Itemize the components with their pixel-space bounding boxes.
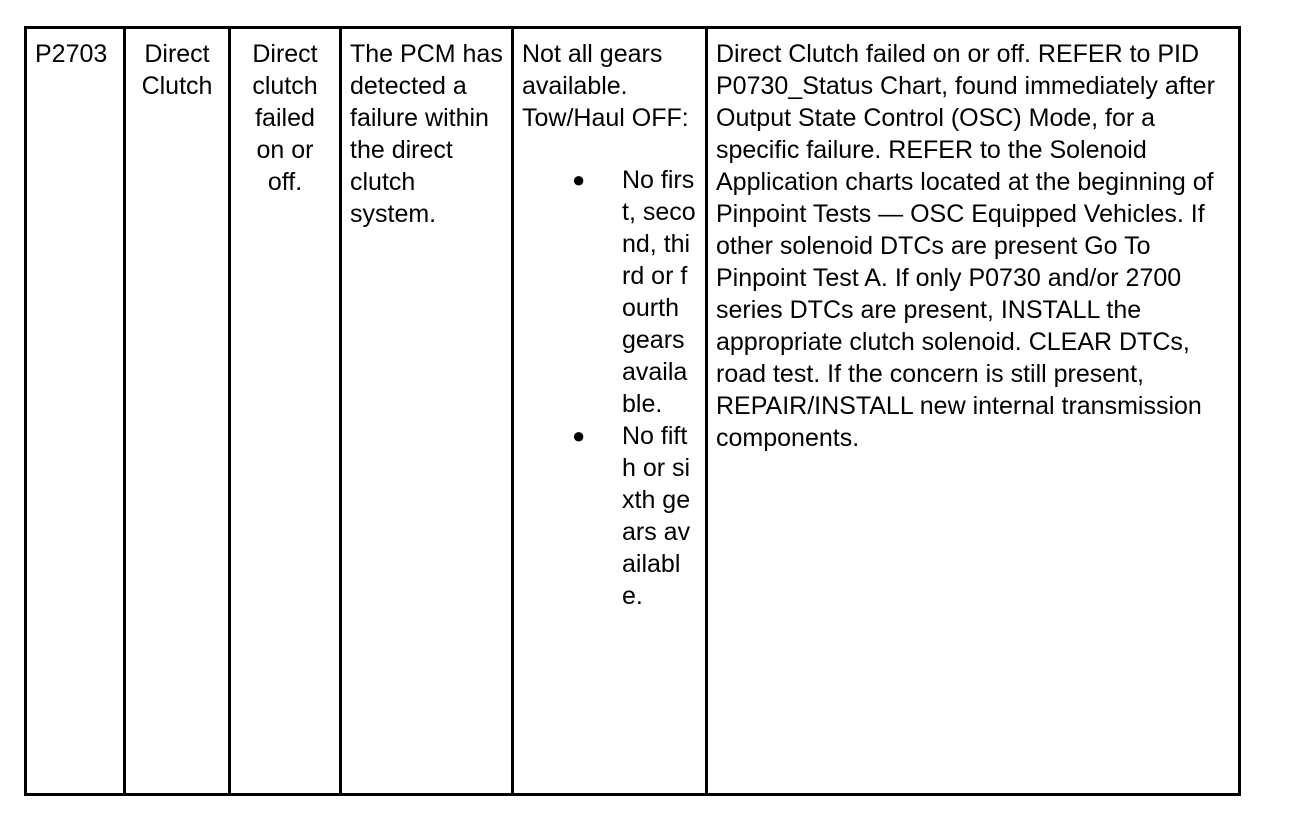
list-item: [522, 420, 697, 612]
dtc-description-cell: Direct clutch failed on or off.: [230, 28, 341, 795]
symptom-item-text: No first, second, third or fourth gears available.: [622, 166, 696, 418]
list-item: [522, 164, 697, 420]
bullet-icon: ●: [572, 423, 586, 448]
symptom-item-text: No fifth or sixth gears available.: [622, 422, 691, 610]
dtc-name-cell: Direct Clutch: [125, 28, 230, 795]
dtc-symptom-cell: [513, 28, 707, 795]
bullet-icon: ●: [572, 167, 586, 192]
table-row: [26, 28, 1240, 795]
dtc-table: [24, 26, 1241, 796]
symptom-list: [522, 164, 697, 612]
dtc-action-cell: Direct Clutch failed on or off. REFER to PID P0730_Status Chart, found immediately after Output State Control (OSC) Mode, for a specific failure. REFER to the Solenoid Application charts located at the beginning of Pinpoint Tests — OSC Equipped Vehicles. If other solenoid DTCs are present Go To Pinpoint Test A. If only P0730 and/or 2700 series DTCs are present, INSTALL the appropriate clutch solenoid. CLEAR DTCs, road test. If the concern is still present, REPAIR/INSTALL new internal transmission components.: [707, 28, 1240, 795]
dtc-condition-cell: The PCM has detected a failure within the direct clutch system.: [341, 28, 513, 795]
dtc-code-cell: P2703: [26, 28, 125, 795]
symptom-intro: Not all gears available. Tow/Haul OFF:: [522, 40, 689, 132]
